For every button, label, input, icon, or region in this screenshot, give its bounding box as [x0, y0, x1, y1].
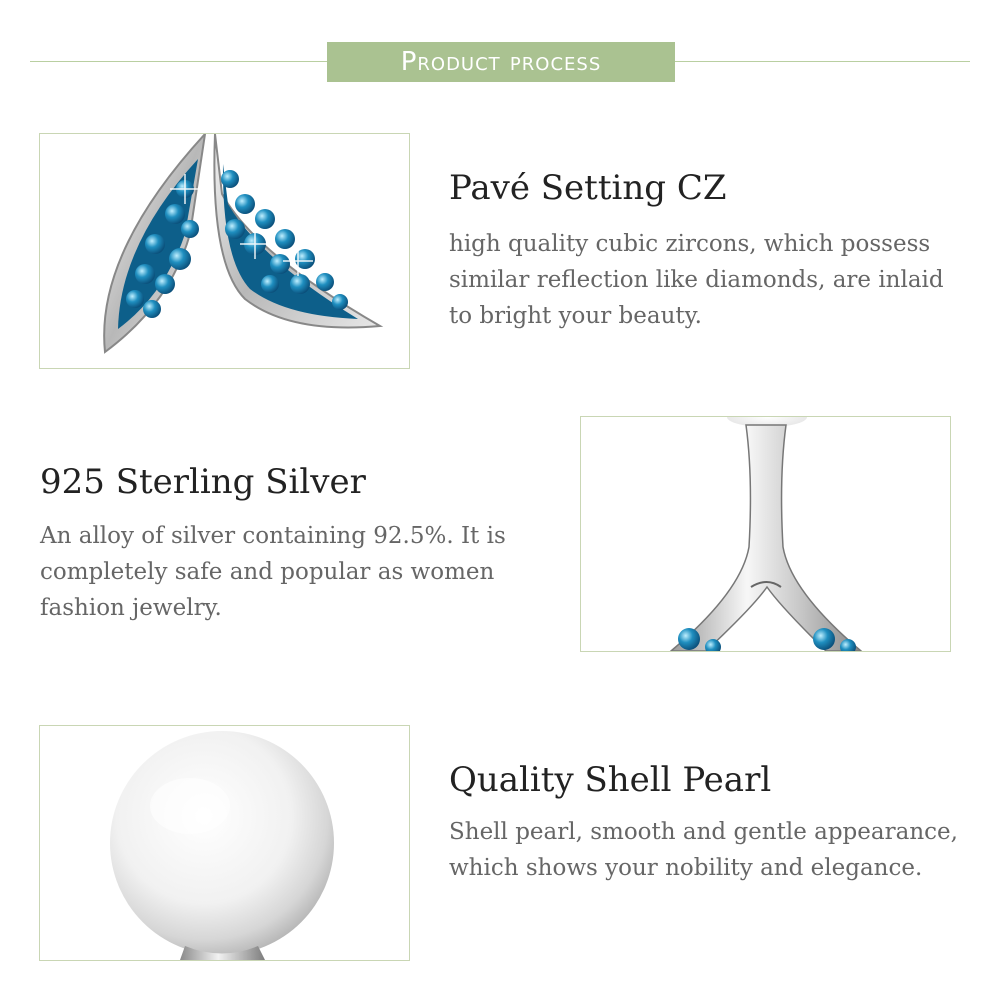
pearl-image-frame — [39, 725, 410, 961]
header-rule-left — [30, 61, 327, 62]
whale-tail-pave-image — [40, 134, 409, 368]
silver-title: 925 Sterling Silver — [40, 462, 366, 502]
pave-image-frame — [39, 133, 410, 369]
pearl-description: Shell pearl, smooth and gentle appearance, which shows your nobility and elegance. — [449, 819, 958, 881]
header-rule-right — [675, 61, 970, 62]
shell-pearl-image — [40, 726, 409, 960]
pave-description: high quality cubic zircons, which possess similar reflection like diamonds, are inlaid to bright your beauty. — [449, 231, 944, 329]
silver-description: An alloy of silver containing 92.5%. It is completely safe and popular as women fashion jewelry. — [40, 523, 506, 621]
silver-image-frame — [580, 416, 951, 652]
silver-stem-image — [581, 417, 950, 651]
pave-title: Pavé Setting CZ — [449, 168, 727, 208]
section-banner: Product process — [327, 42, 675, 82]
pearl-title: Quality Shell Pearl — [449, 760, 772, 800]
